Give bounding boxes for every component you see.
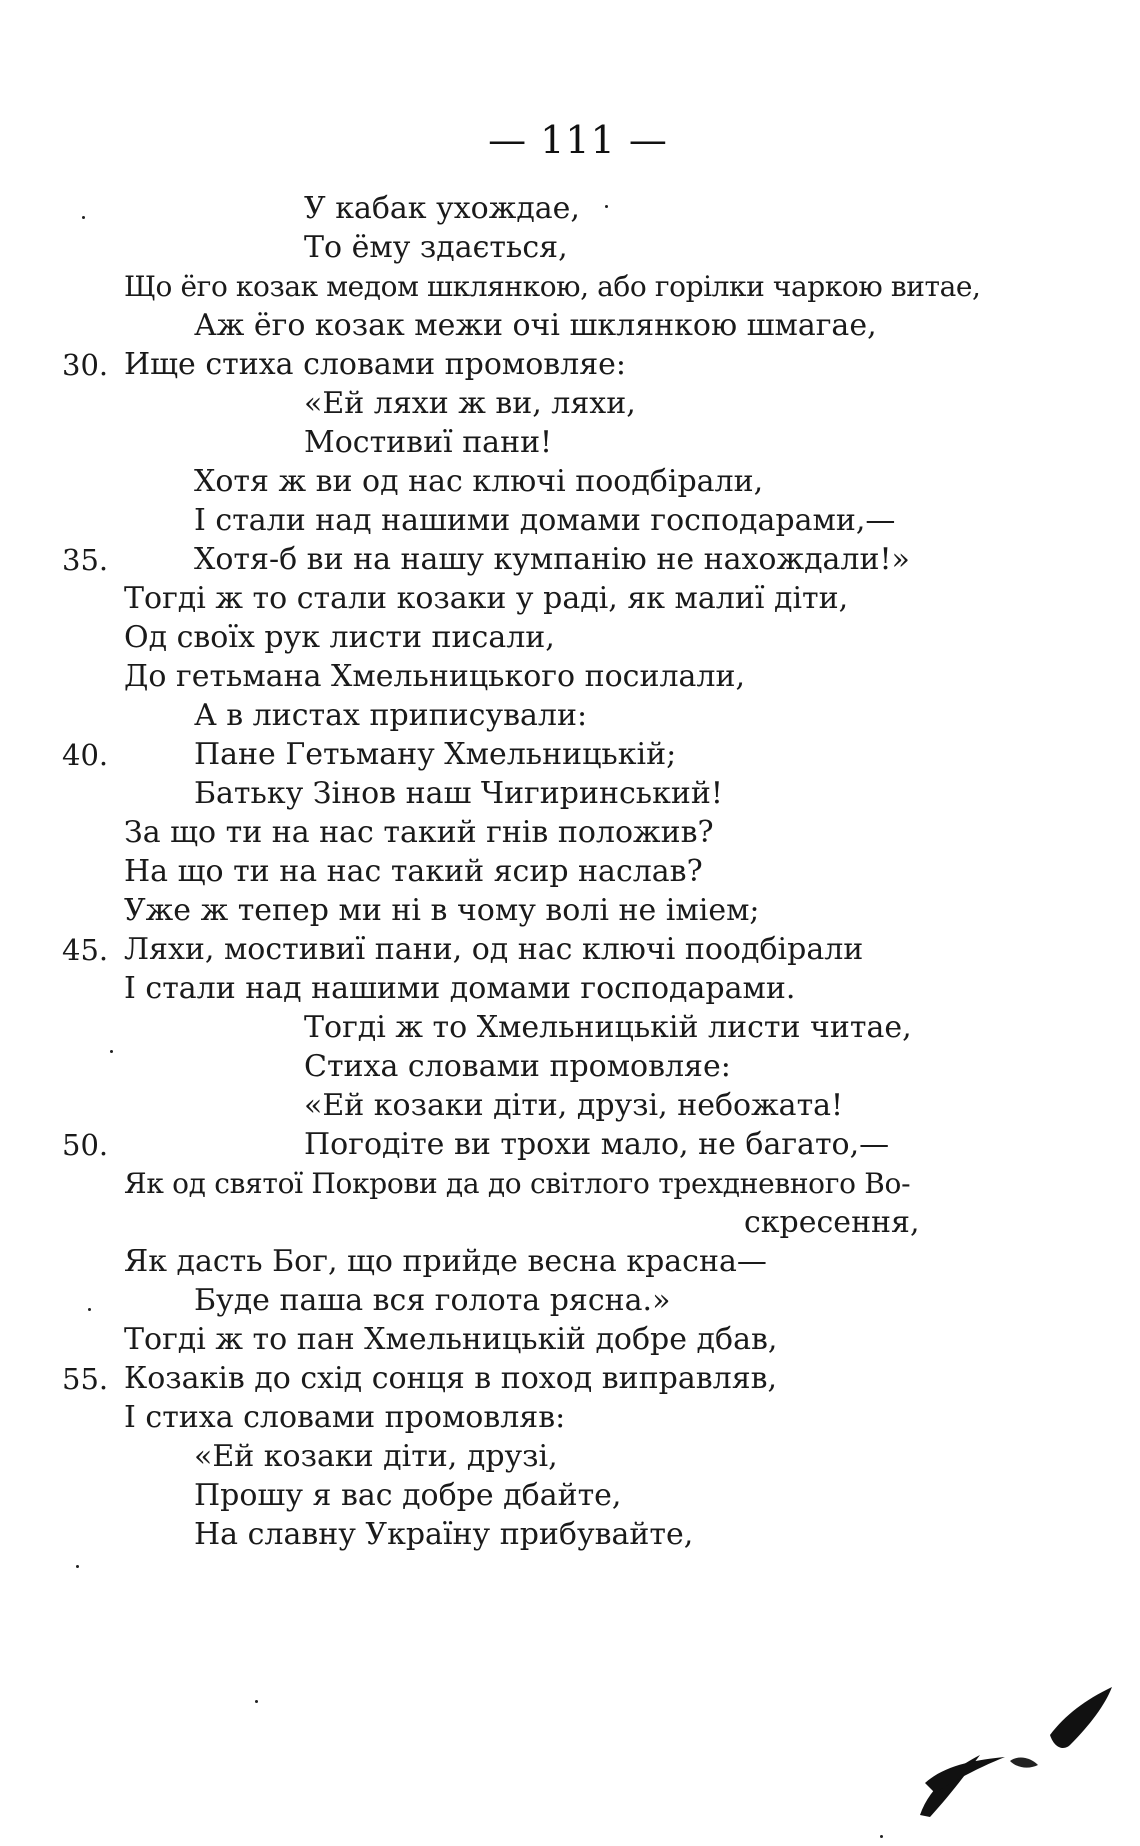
verse-line: Хотя-б ви на нашу кумпанію не нахождали!» (194, 542, 910, 577)
verse-number: 40. (62, 738, 109, 772)
scan-speck (880, 1835, 883, 1838)
verse-line: Буде паша вся голота рясна.» (194, 1283, 671, 1318)
verse-line: «Ей козаки діти, друзі, (194, 1439, 558, 1474)
verse-line: Уже ж тепер ми ні в чому волі не іміем; (124, 893, 760, 928)
scan-speck (82, 216, 85, 219)
verse-line: То ёму здається, (304, 230, 568, 265)
verse-line-continuation: скресення, (744, 1205, 920, 1240)
verse-number: 45. (62, 933, 109, 967)
verse-line: Погодіте ви трохи мало, не багато,— (304, 1127, 890, 1162)
ink-blot-shape (925, 1757, 1005, 1793)
verse-line: Як дасть Бог, що прийде весна красна— (124, 1244, 767, 1279)
scan-speck (76, 1565, 79, 1568)
verse-line: Тогді ж то пан Хмельницькій добре дбав, (124, 1322, 778, 1357)
verse-line: А в листах приписували: (194, 698, 588, 733)
verse-line: Хотя ж ви од нас ключі поодбірали, (194, 464, 764, 499)
verse-line: Як од святої Покрови да до світлого трехдневного Во- (124, 1167, 911, 1200)
verse-line: Мостивиї пани! (304, 425, 553, 460)
verse-line: За що ти на нас такий гнів положив? (124, 815, 714, 850)
verse-line: Ляхи, мостивиї пани, од нас ключі поодбірали (124, 932, 864, 967)
page-number: — 111 — (488, 118, 668, 162)
ink-blot-shape (1010, 1758, 1038, 1768)
verse-line: На славну Україну прибувайте, (194, 1517, 694, 1552)
scan-speck (255, 1700, 258, 1703)
verse-line: «Ей козаки діти, друзі, небожата! (304, 1088, 844, 1123)
ink-blot-shape (1050, 1687, 1112, 1748)
verse-line: «Ей ляхи ж ви, ляхи, (304, 386, 636, 421)
verse-line: Батьку Зінов наш Чигиринський! (194, 776, 723, 811)
verse-number: 35. (62, 543, 109, 577)
scan-speck (110, 1050, 113, 1053)
verse-line: Ище стиха словами промовляе: (124, 347, 627, 382)
verse-line: І стиха словами промовляв: (124, 1400, 566, 1435)
ink-blot (890, 1665, 1120, 1825)
verse-line: Тогді ж то Хмельницькій листи читае, (304, 1010, 912, 1045)
verse-line: На що ти на нас такий ясир наслав? (124, 854, 703, 889)
verse-line: І стали над нашими домами господарами. (124, 971, 796, 1006)
verse-line: Що ёго козак медом шклянкою, або горілки чаркою витае, (124, 270, 981, 303)
scan-speck (88, 1308, 91, 1311)
verse-line: І стали над нашими домами господарами,— (194, 503, 896, 538)
verse-line: До гетьмана Хмельницького посилали, (124, 659, 745, 694)
verse-line: Аж ёго козак межи очі шклянкою шмагае, (194, 308, 877, 343)
verse-line: У кабак ухождае, (304, 191, 580, 226)
verse-number: 55. (62, 1362, 109, 1396)
verse-line: Тогді ж то стали козаки у раді, як малиї діти, (124, 581, 849, 616)
verse-line: Пане Гетьману Хмельницькій; (194, 737, 677, 772)
verse-number: 30. (62, 348, 109, 382)
scan-speck (605, 205, 608, 208)
verse-line: Козаків до схід сонця в поход виправляв, (124, 1361, 778, 1396)
verse-number: 50. (62, 1128, 109, 1162)
verse-line: Прошу я вас добре дбайте, (194, 1478, 622, 1513)
verse-line: Стиха словами промовляе: (304, 1049, 731, 1084)
verse-line: Од своїх рук листи писали, (124, 620, 555, 655)
